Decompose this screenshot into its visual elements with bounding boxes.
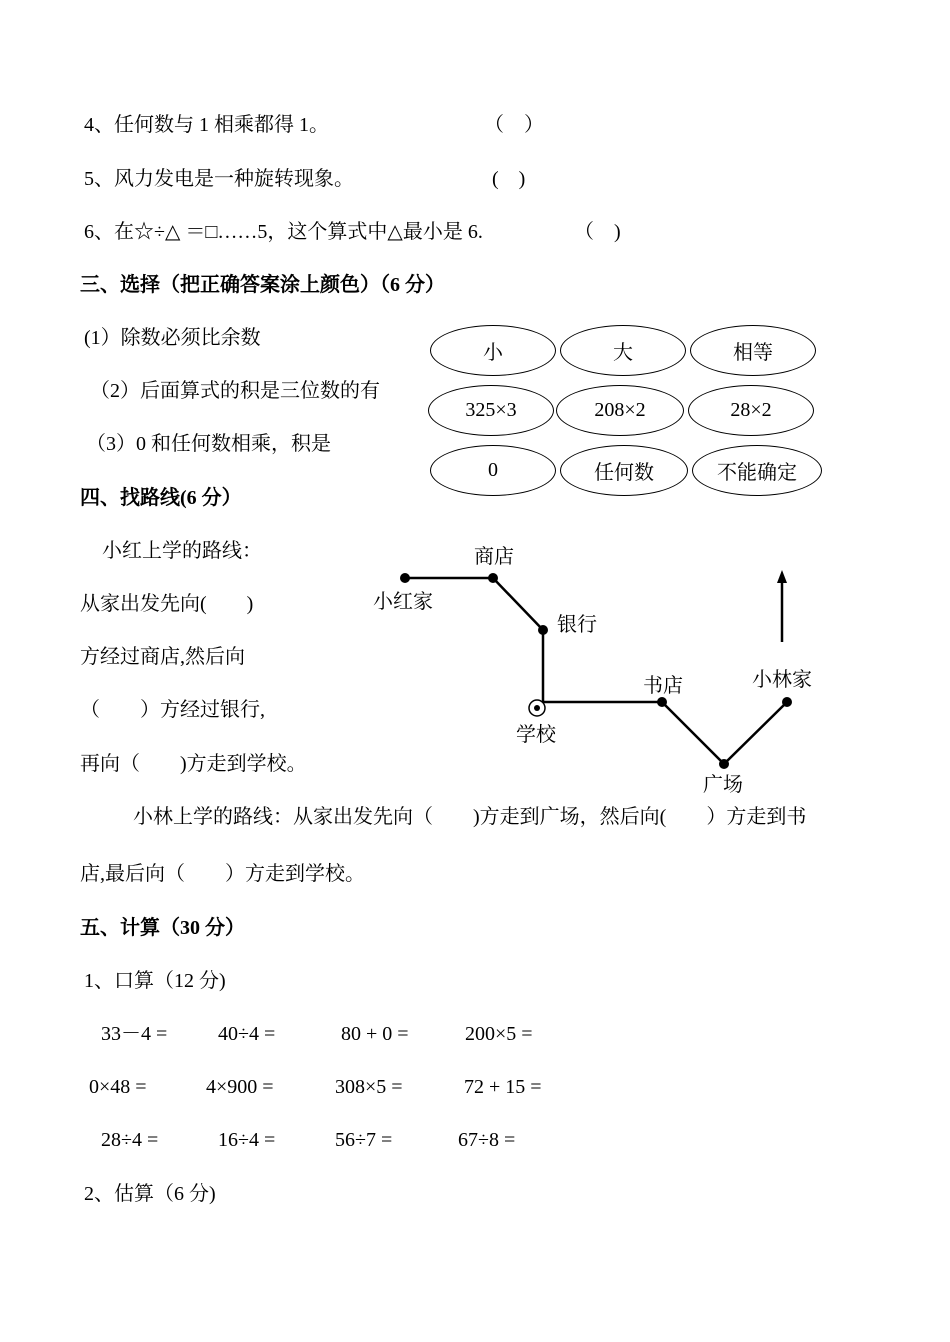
home-lin-dot: [782, 697, 792, 707]
map-label-shop: 商店: [474, 546, 514, 568]
home-red-dot: [400, 573, 410, 583]
route-text-line: 小红上学的路线：: [102, 540, 262, 562]
route-paragraph-1: 小林上学的路线：从家出发先向（ )方走到广场，然后向( ）方走到书: [133, 806, 807, 828]
judgement-item-4: 4、任何数与 1 相乘都得 1。: [84, 114, 329, 136]
map-label-bookstore: 书店: [643, 675, 683, 697]
route-text-line: （ ）方经过银行,: [80, 699, 265, 721]
route-text-line: 方经过商店,然后向: [80, 646, 245, 668]
calc-item: 4×900 =: [206, 1076, 274, 1098]
judgement-item-6: 6、在☆÷△ ＝□……5，这个算式中△最小是 6.: [84, 221, 483, 243]
map-label-home-red: 小红家: [373, 591, 433, 613]
calc-item: 28÷4 =: [101, 1129, 159, 1151]
square-dot: [719, 759, 729, 769]
shop-dot: [488, 573, 498, 583]
calc-item: 56÷7 =: [335, 1129, 393, 1151]
school-marker-center: [534, 705, 540, 711]
option-oval[interactable]: 0: [430, 445, 556, 496]
section-4-title: 四、找路线(6 分）: [80, 487, 242, 509]
calc-item: 67÷8 =: [458, 1129, 516, 1151]
option-oval[interactable]: 208×2: [556, 385, 684, 436]
calc-item: 0×48 =: [89, 1076, 147, 1098]
route-text-line: 再向（ )方走到学校。: [80, 753, 307, 775]
map-label-home-lin: 小林家: [752, 669, 812, 691]
section-5-title: 五、计算（30 分）: [80, 917, 245, 939]
north-arrow-icon: [777, 570, 787, 583]
judgement-blank-5[interactable]: ( ): [492, 168, 526, 190]
map-label-bank: 银行: [557, 614, 597, 636]
option-oval[interactable]: 相等: [690, 325, 816, 376]
option-oval[interactable]: 28×2: [688, 385, 814, 436]
judgement-blank-6[interactable]: （ ): [574, 221, 621, 243]
map-label-square: 广场: [703, 774, 743, 796]
calc-item: 80 + 0 =: [341, 1023, 409, 1045]
route-path: [405, 578, 787, 764]
option-oval[interactable]: 不能确定: [692, 445, 822, 496]
option-oval[interactable]: 任何数: [560, 445, 688, 496]
calc-item: 72 + 15 =: [464, 1076, 542, 1098]
calc-item: 16÷4 =: [218, 1129, 276, 1151]
calc-item: 308×5 =: [335, 1076, 403, 1098]
section-3-title: 三、选择（把正确答案涂上颜色）（6 分）: [80, 274, 445, 296]
option-oval[interactable]: 大: [560, 325, 686, 376]
route-paragraph-2: 店,最后向（ ）方走到学校。: [80, 863, 365, 885]
judgement-blank-4[interactable]: （ ）: [484, 114, 544, 136]
calc-item: 33－4 =: [101, 1023, 168, 1045]
choice-question-2: （2）后面算式的积是三位数的有: [90, 380, 380, 402]
calc-item: 40÷4 =: [218, 1023, 276, 1045]
choice-question-1: (1）除数必须比余数: [84, 327, 261, 349]
option-oval[interactable]: 325×3: [428, 385, 554, 436]
subsection-estimation: 2、估算（6 分): [84, 1183, 216, 1205]
calc-item: 200×5 =: [465, 1023, 533, 1045]
choice-question-3: （3）0 和任何数相乘，积是: [86, 433, 331, 455]
route-text-line: 从家出发先向( ): [80, 593, 254, 615]
bookstore-dot: [657, 697, 667, 707]
judgement-item-5: 5、风力发电是一种旋转现象。: [84, 168, 354, 190]
subsection-mental-math: 1、口算（12 分): [84, 970, 226, 992]
bank-dot: [538, 625, 548, 635]
map-label-school: 学校: [516, 724, 556, 746]
option-oval[interactable]: 小: [430, 325, 556, 376]
